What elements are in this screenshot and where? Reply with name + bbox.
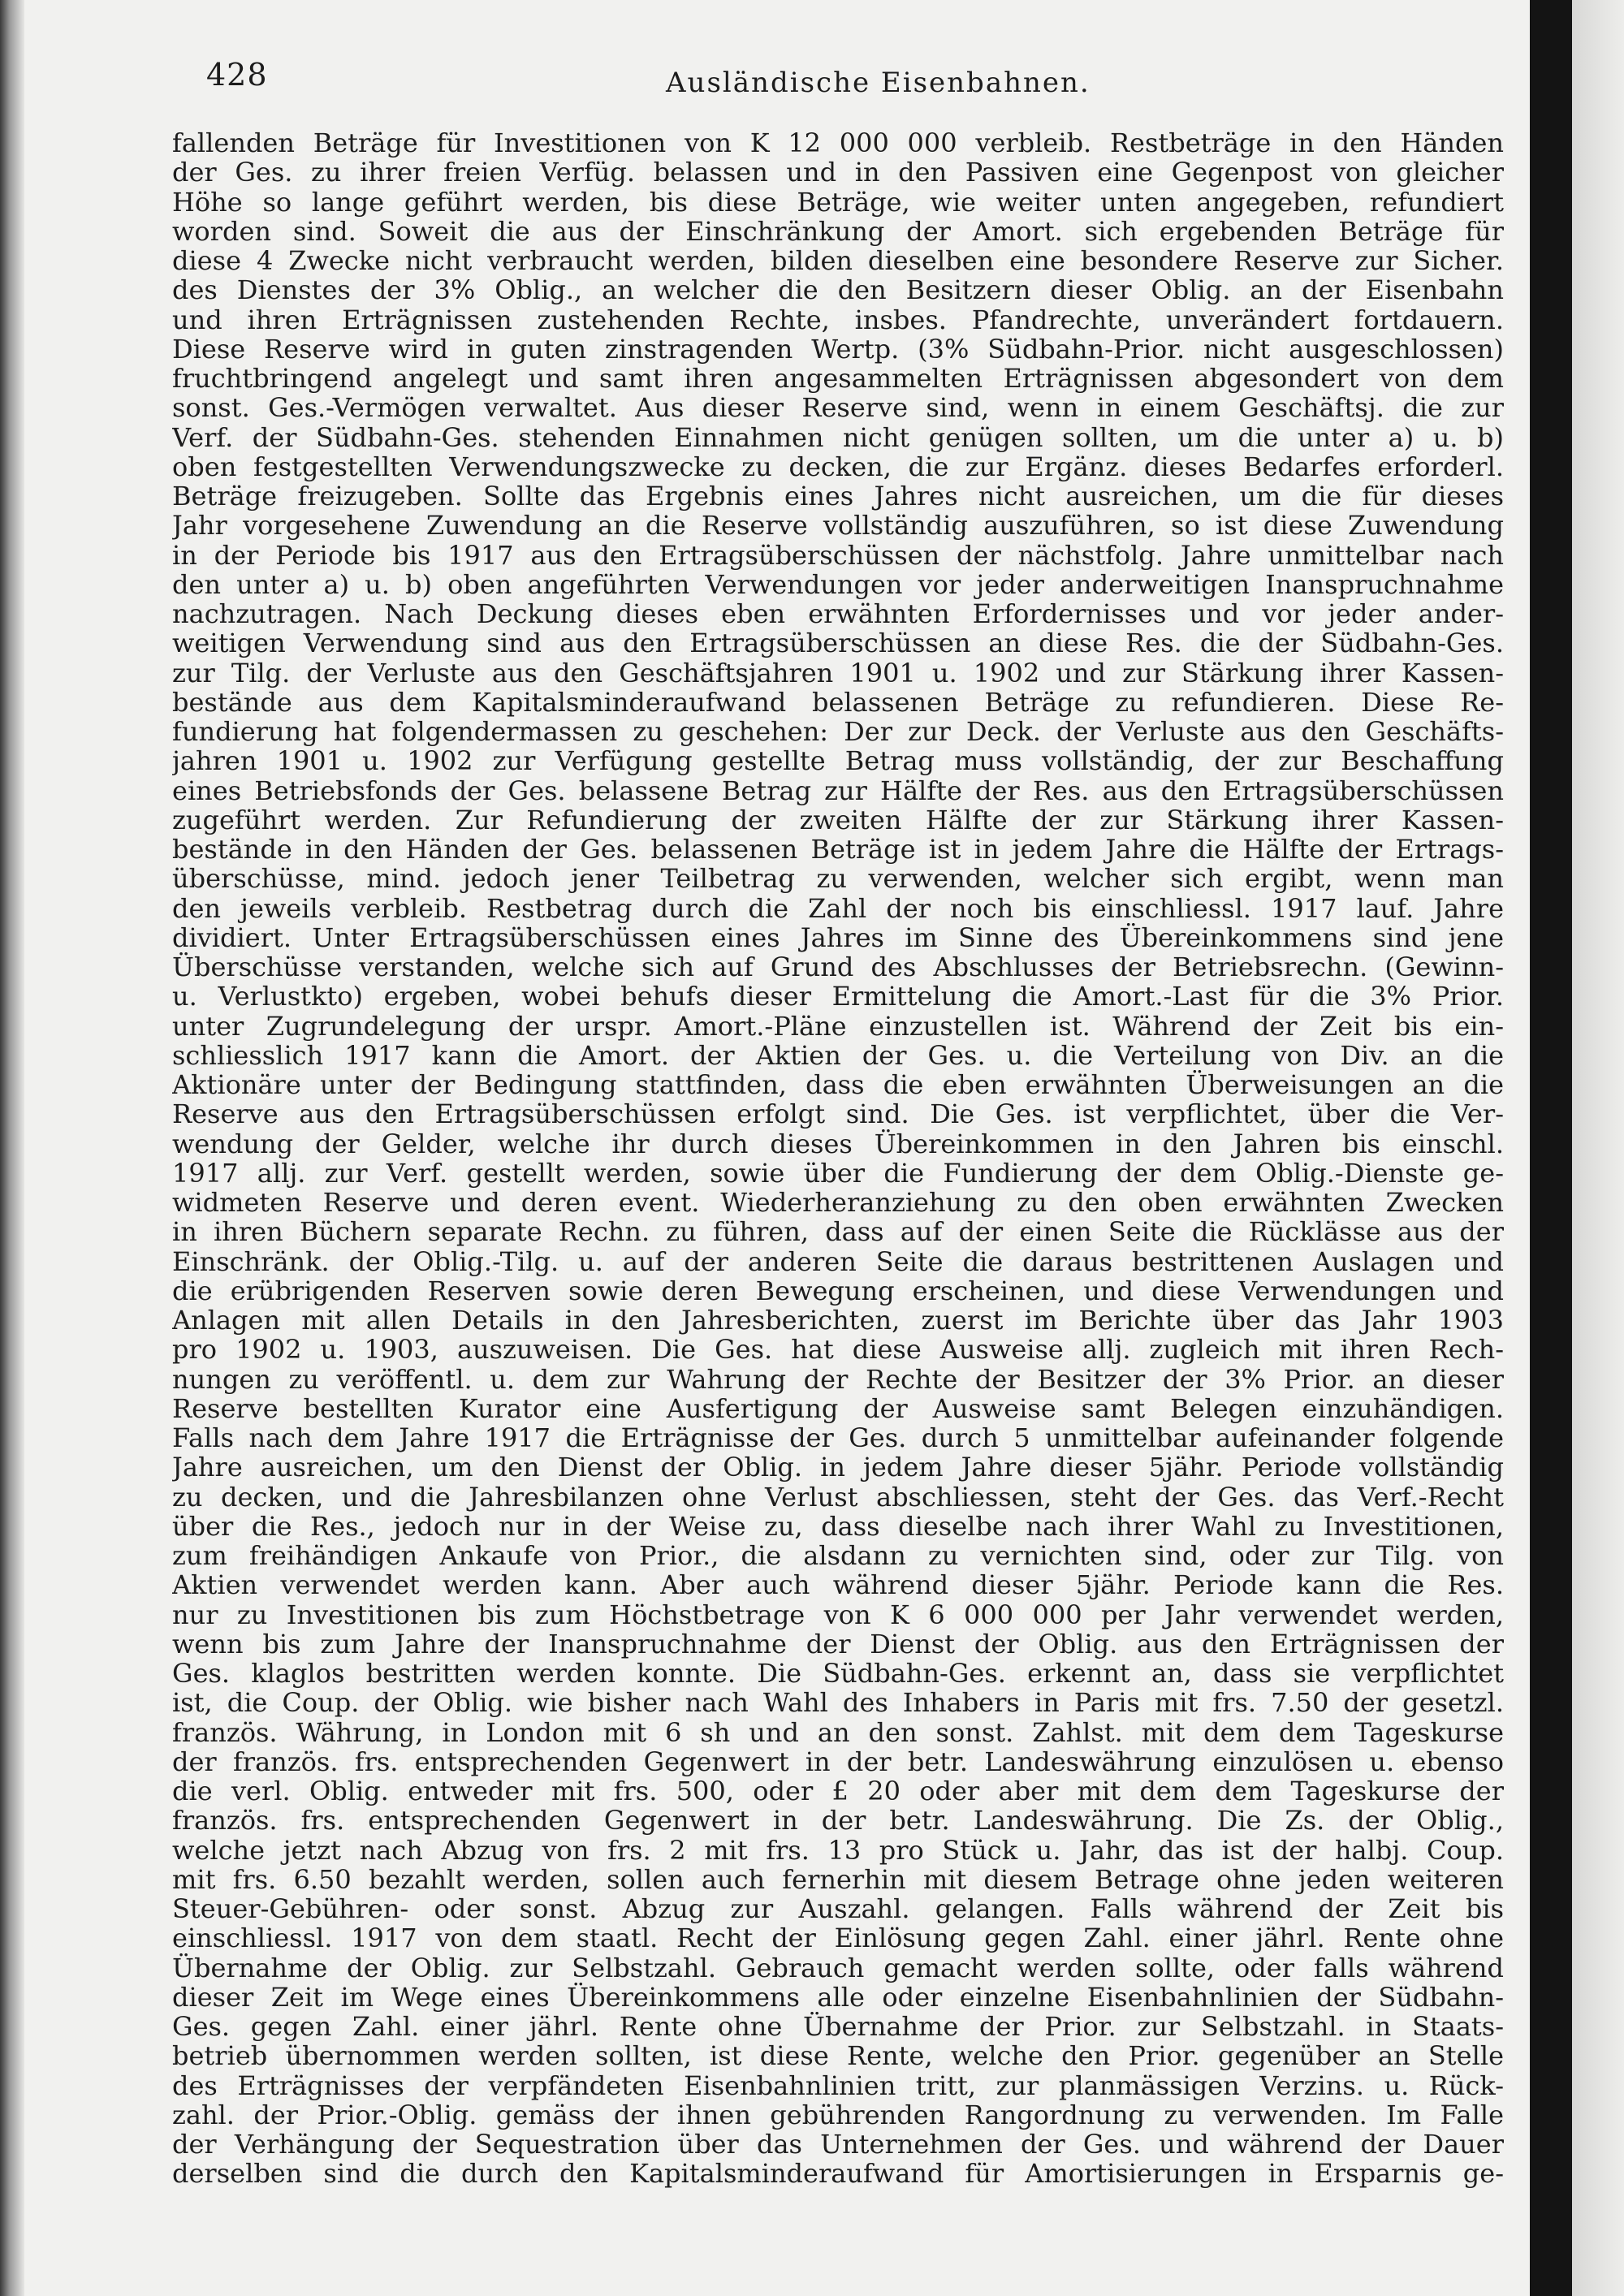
body-line: der Verhängung der Sequestration über das Unternehmen der Ges. und während der Dauer (172, 2130, 1504, 2160)
body-line: weitigen Verwendung sind aus den Ertragsüberschüssen an diese Res. die der Südbahn-Ges. (172, 628, 1504, 658)
body-line: Aktionäre unter der Bedingung stattfinden, dass die eben erwähnten Überweisungen an die (172, 1070, 1504, 1100)
body-line: Reserve bestellten Kurator eine Ausfertigung der Ausweise samt Belegen einzuhändigen. (172, 1393, 1504, 1423)
body-line: Anlagen mit allen Details in den Jahresberichten, zuerst im Berichte über das Jahr 1903 (172, 1306, 1504, 1336)
body-line: Steuer-Gebühren- oder sonst. Abzug zur Auszahl. gelangen. Falls während der Zeit bis (172, 1894, 1504, 1924)
body-line: Jahre ausreichen, um den Dienst der Oblig. in jedem Jahre dieser 5jähr. Periode vollständig (172, 1452, 1504, 1482)
body-line: bestände in den Händen der Ges. belassenen Beträge ist in jedem Jahre die Hälfte der Ertrags- (172, 835, 1504, 865)
body-line: fallenden Beträge für Investitionen von K 12 000 000 verbleib. Restbeträge in den Händen (172, 128, 1504, 158)
body-line: Aktien verwendet werden kann. Aber auch während dieser 5jähr. Periode kann die Res. (172, 1570, 1504, 1600)
body-line: widmeten Reserve und deren event. Wiederheranziehung zu den oben erwähnten Zwecken (172, 1188, 1504, 1218)
body-line: oben festgestellten Verwendungszwecke zu decken, die zur Ergänz. dieses Bedarfes erforderl. (172, 451, 1504, 481)
body-line: bestände aus dem Kapitalsminderaufwand belassenen Beträge zu refundieren. Diese Re- (172, 687, 1504, 717)
body-line: französ. Währung, in London mit 6 sh und an den sonst. Zahlst. mit dem dem Tageskurse (172, 1717, 1504, 1747)
body-line: dividiert. Unter Ertragsüberschüssen eines Jahres im Sinne des Übereinkommens sind jene (172, 922, 1504, 952)
body-line: Reserve aus den Ertragsüberschüssen erfolgt sind. Die Ges. ist verpflichtet, über die Ver- (172, 1099, 1504, 1129)
body-line: zum freihändigen Ankaufe von Prior., die alsdann zu vernichten sind, oder zur Tilg. von (172, 1541, 1504, 1571)
body-line: welche jetzt nach Abzug von frs. 2 mit frs. 13 pro Stück u. Jahr, das ist der halbj. Coup. (172, 1835, 1504, 1865)
body-line: nachzutragen. Nach Deckung dieses eben erwähnten Erfordernisses und vor jeder ander- (172, 599, 1504, 629)
body-line: diese 4 Zwecke nicht verbraucht werden, bilden dieselben eine besondere Reserve zur Sicher. (172, 246, 1504, 276)
body-text (172, 128, 1504, 2189)
body-line: Jahr vorgesehene Zuwendung an die Reserve vollständig auszuführen, so ist diese Zuwendung (172, 511, 1504, 541)
body-line: worden sind. Soweit die aus der Einschränkung der Amort. sich ergebenden Beträge für (172, 216, 1504, 246)
body-line: eines Betriebsfonds der Ges. belassene Betrag zur Hälfte der Res. aus den Ertragsüberschüssen (172, 775, 1504, 805)
body-line: Übernahme der Oblig. zur Selbstzahl. Gebrauch gemacht werden sollte, oder falls während (172, 1953, 1504, 1983)
scan-left-edge (0, 0, 24, 2296)
body-line: unter Zugrundelegung der urspr. Amort.-Pläne einzustellen ist. Während der Zeit bis ein- (172, 1011, 1504, 1041)
body-line: Einschränk. der Oblig.-Tilg. u. auf der anderen Seite die daraus bestrittenen Auslagen und (172, 1246, 1504, 1276)
body-line: wenn bis zum Jahre der Inanspruchnahme der Dienst der Oblig. aus den Erträgnissen der (172, 1629, 1504, 1659)
body-line: einschliessl. 1917 von dem staatl. Recht der Einlösung gegen Zahl. einer jährl. Rente ohne (172, 1923, 1504, 1953)
body-line: dieser Zeit im Wege eines Übereinkommens alle oder einzelne Eisenbahnlinien der Südbahn- (172, 1982, 1504, 2012)
body-line: 1917 allj. zur Verf. gestellt werden, sowie über die Fundierung der dem Oblig.-Dienste ge- (172, 1158, 1504, 1188)
body-line: derselben sind die durch den Kapitalsminderaufwand für Amortisierungen in Ersparnis ge- (172, 2159, 1504, 2189)
body-line: Höhe so lange geführt werden, bis diese Beträge, wie weiter unten angegeben, refundiert (172, 187, 1504, 217)
body-line: wendung der Gelder, welche ihr durch dieses Übereinkommen in den Jahren bis einschl. (172, 1129, 1504, 1159)
body-line: in der Periode bis 1917 aus den Ertragsüberschüssen der nächstfolg. Jahre unmittelbar nach (172, 540, 1504, 570)
body-line: und ihren Erträgnissen zustehenden Rechte, insbes. Pfandrechte, unverändert fortdauern. (172, 304, 1504, 334)
body-line: ist, die Coup. der Oblig. wie bisher nach Wahl des Inhabers in Paris mit frs. 7.50 der gesetzl. (172, 1688, 1504, 1718)
body-line: Diese Reserve wird in guten zinstragenden Wertp. (3% Südbahn-Prior. nicht ausgeschlossen) (172, 334, 1504, 364)
body-line: des Dienstes der 3% Oblig., an welcher die den Besitzern dieser Oblig. an der Eisenbahn (172, 275, 1504, 305)
body-line: schliesslich 1917 kann die Amort. der Aktien der Ges. u. die Verteilung von Div. an die (172, 1040, 1504, 1070)
body-line: fundierung hat folgendermassen zu geschehen: Der zur Deck. der Verluste aus den Geschäfts- (172, 717, 1504, 747)
body-line: u. Verlustkto) ergeben, wobei behufs dieser Ermittelung die Amort.-Last für die 3% Prior. (172, 982, 1504, 1012)
body-line: den jeweils verbleib. Restbetrag durch die Zahl der noch bis einschliessl. 1917 lauf. Jahre (172, 893, 1504, 923)
body-line: zu decken, und die Jahresbilanzen ohne Verlust abschliessen, steht der Ges. das Verf.-Recht (172, 1482, 1504, 1512)
scan-right-edge-shadow (1530, 0, 1572, 2296)
page-number: 428 (206, 57, 268, 93)
body-line: Ges. klaglos bestritten werden konnte. Die Südbahn-Ges. erkennt an, dass sie verpflichtet (172, 1659, 1504, 1689)
body-line: überschüsse, mind. jedoch jener Teilbetrag zu verwenden, welcher sich ergibt, wenn man (172, 864, 1504, 894)
body-line: Beträge freizugeben. Sollte das Ergebnis eines Jahres nicht ausreichen, um die für dieses (172, 481, 1504, 511)
body-line: die verl. Oblig. entweder mit frs. 500, oder £ 20 oder aber mit dem dem Tageskurse der (172, 1776, 1504, 1806)
body-line: des Erträgnisses der verpfändeten Eisenbahnlinien tritt, zur planmässigen Verzins. u. Rück- (172, 2070, 1504, 2100)
body-line: über die Res., jedoch nur in der Weise zu, dass dieselbe nach ihrer Wahl zu Investitionen, (172, 1511, 1504, 1541)
body-line: betrieb übernommen werden sollten, ist diese Rente, welche den Prior. gegenüber an Stelle (172, 2041, 1504, 2071)
body-line: der Ges. zu ihrer freien Verfüg. belassen und in den Passiven eine Gegenpost von gleicher (172, 158, 1504, 188)
body-line: der französ. frs. entsprechenden Gegenwert in der betr. Landeswährung einzulösen u. ebenso (172, 1746, 1504, 1776)
body-line: französ. frs. entsprechenden Gegenwert in der betr. Landeswährung. Die Zs. der Oblig., (172, 1806, 1504, 1836)
body-line: den unter a) u. b) oben angeführten Verwendungen vor jeder anderweitigen Inanspruchnahme (172, 569, 1504, 599)
body-line: in ihren Büchern separate Rechn. zu führen, dass auf der einen Seite die Rücklässe aus der (172, 1217, 1504, 1247)
body-line: Ges. gegen Zahl. einer jährl. Rente ohne Übernahme der Prior. zur Selbstzahl. in Staats- (172, 2012, 1504, 2042)
body-line: sonst. Ges.-Vermögen verwaltet. Aus dieser Reserve sind, wenn in einem Geschäftsj. die zur (172, 393, 1504, 423)
body-line: zugeführt werden. Zur Refundierung der zweiten Hälfte der zur Stärkung ihrer Kassen- (172, 805, 1504, 835)
body-line: jahren 1901 u. 1902 zur Verfügung gestellte Betrag muss vollständig, der zur Beschaffung (172, 746, 1504, 776)
body-line: zur Tilg. der Verluste aus den Geschäftsjahren 1901 u. 1902 und zur Stärkung ihrer Kassen- (172, 658, 1504, 688)
body-line: Verf. der Südbahn-Ges. stehenden Einnahmen nicht genügen sollten, um die unter a) u. b) (172, 422, 1504, 452)
body-line: Falls nach dem Jahre 1917 die Erträgnisse der Ges. durch 5 unmittelbar aufeinander folgende (172, 1423, 1504, 1453)
running-title: Ausländische Eisenbahnen. (666, 67, 1091, 99)
body-line: die erübrigenden Reserven sowie deren Bewegung erscheinen, und diese Verwendungen und (172, 1275, 1504, 1306)
body-line: fruchtbringend angelegt und samt ihren angesammelten Erträgnissen abgesondert von dem (172, 364, 1504, 394)
body-line: nur zu Investitionen bis zum Höchstbetrage von K 6 000 000 per Jahr verwendet werden, (172, 1599, 1504, 1629)
body-line: zahl. der Prior.-Oblig. gemäss der ihnen gebührenden Rangordnung zu verwenden. Im Falle (172, 2100, 1504, 2130)
body-line: nungen zu veröffentl. u. dem zur Wahrung der Rechte der Besitzer der 3% Prior. an dieser (172, 1364, 1504, 1394)
body-line: pro 1902 u. 1903, auszuweisen. Die Ges. hat diese Ausweise allj. zugleich mit ihren Rech- (172, 1335, 1504, 1365)
scan-right-margin (1572, 0, 1624, 2296)
body-line: Überschüsse verstanden, welche sich auf Grund des Abschlusses der Betriebsrechn. (Gewinn- (172, 952, 1504, 982)
body-line: mit frs. 6.50 bezahlt werden, sollen auch fernerhin mit diesem Betrage ohne jeden weiteren (172, 1864, 1504, 1894)
